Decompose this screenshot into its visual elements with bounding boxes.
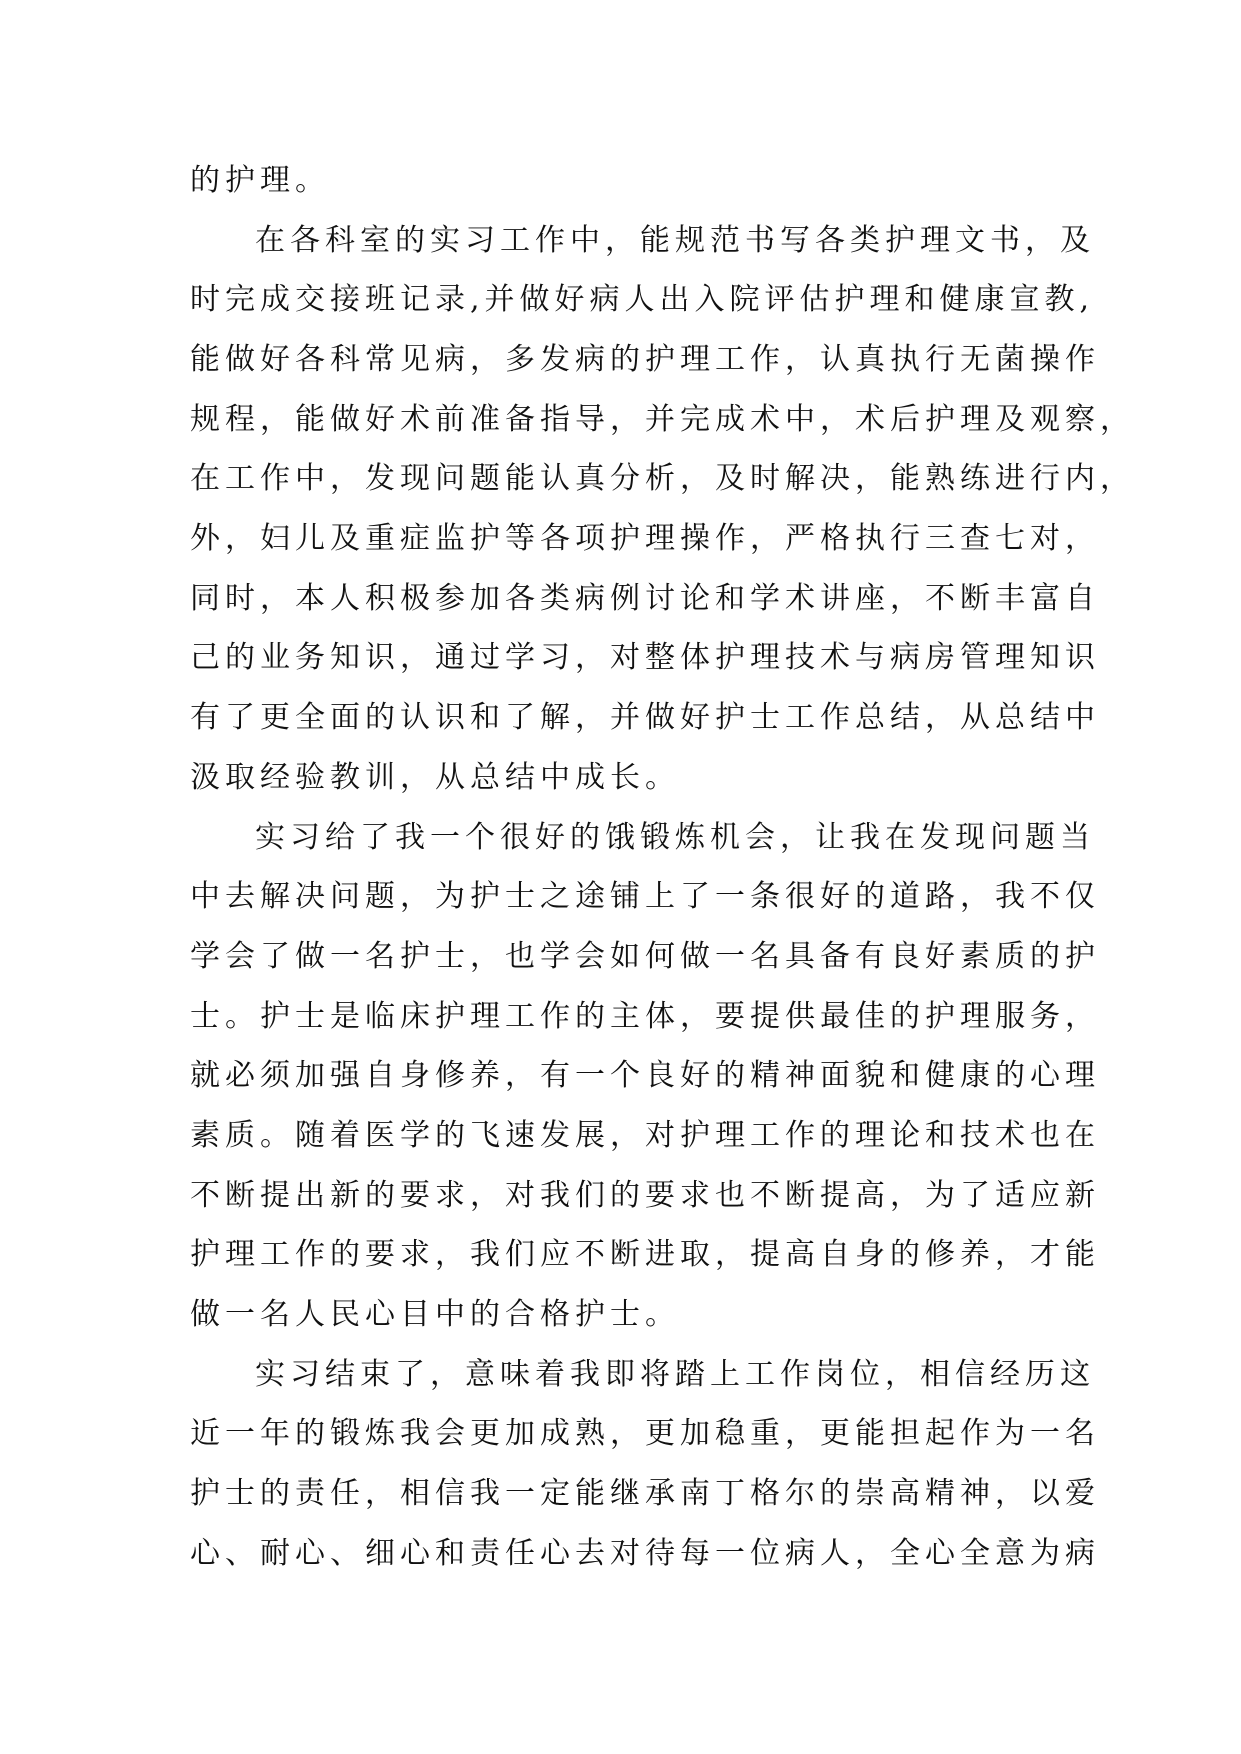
text-line: 时完成交接班记录,并做好病人出入院评估护理和健康宣教,: [190, 282, 1095, 317]
text-line: 在工作中，发现问题能认真分析，及时解决，能熟练进行内，: [190, 461, 1135, 496]
text-line: 护士的责任，相信我一定能继承南丁格尔的崇高精神，以爱: [190, 1476, 1100, 1511]
text-line: 中去解决问题，为护士之途铺上了一条很好的道路，我不仅: [190, 879, 1100, 914]
text-line: 学会了做一名护士，也学会如何做一名具备有良好素质的护: [190, 939, 1100, 974]
text-line: 士。护士是临床护理工作的主体，要提供最佳的护理服务，: [190, 999, 1100, 1034]
paragraph-first-line: 实习结束了，意味着我即将踏上工作岗位，相信经历这: [255, 1357, 1095, 1392]
text-line: 心、耐心、细心和责任心去对待每一位病人，全心全意为病: [190, 1536, 1100, 1571]
text-line: 就必须加强自身修养，有一个良好的精神面貌和健康的心理: [190, 1058, 1100, 1093]
text-line: 外，妇儿及重症监护等各项护理操作，严格执行三查七对，: [190, 521, 1100, 556]
text-line: 近一年的锻炼我会更加成熟，更加稳重，更能担起作为一名: [190, 1416, 1100, 1451]
text-line: 汲取经验教训，从总结中成长。: [190, 760, 680, 795]
text-line: 有了更全面的认识和了解，并做好护士工作总结，从总结中: [190, 700, 1100, 735]
text-line: 护理工作的要求，我们应不断进取，提高自身的修养，才能: [190, 1237, 1100, 1272]
text-line: 做一名人民心目中的合格护士。: [190, 1297, 680, 1332]
text-line: 己的业务知识，通过学习，对整体护理技术与病房管理知识: [190, 640, 1100, 675]
text-line: 能做好各科常见病，多发病的护理工作，认真执行无菌操作: [190, 342, 1100, 377]
text-line: 同时，本人积极参加各类病例讨论和学术讲座，不断丰富自: [190, 581, 1100, 616]
text-line: 素质。随着医学的飞速发展，对护理工作的理论和技术也在: [190, 1118, 1100, 1153]
paragraph-first-line: 实习给了我一个很好的饿锻炼机会，让我在发现问题当: [255, 820, 1095, 855]
paragraph-first-line: 在各科室的实习工作中，能规范书写各类护理文书，及: [255, 223, 1095, 258]
text-line: 不断提出新的要求，对我们的要求也不断提高，为了适应新: [190, 1178, 1100, 1213]
text-line: 规程，能做好术前准备指导，并完成术中，术后护理及观察，: [190, 402, 1135, 437]
text-line: 的护理。: [190, 163, 330, 198]
